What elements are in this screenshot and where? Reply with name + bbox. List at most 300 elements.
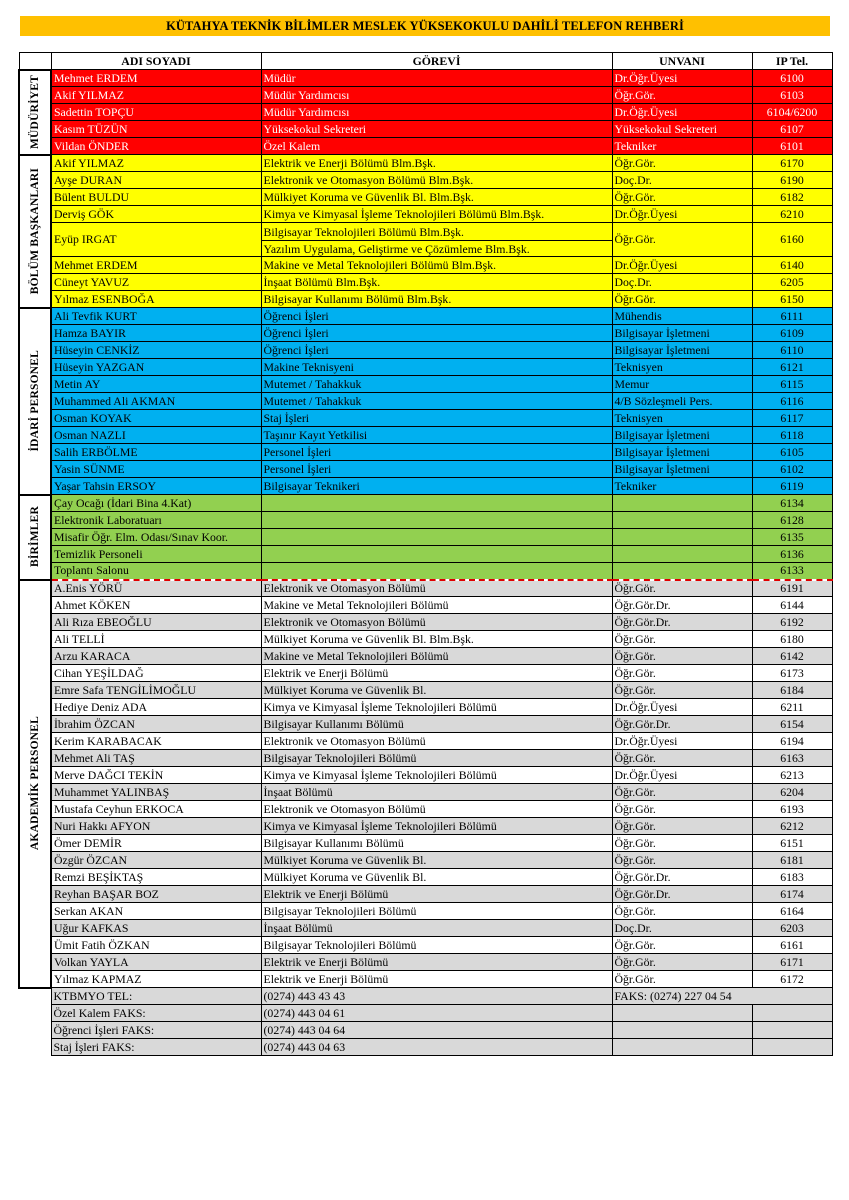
person-duty: Mülkiyet Koruma ve Güvenlik Bl.	[261, 852, 612, 869]
person-title: Teknisyen	[612, 410, 752, 427]
footer-empty	[752, 1039, 832, 1056]
person-title: 4/B Sözleşmeli Pers.	[612, 393, 752, 410]
footer-row	[19, 988, 832, 1005]
table-row	[19, 835, 832, 852]
person-title: Doç.Dr.	[612, 274, 752, 291]
person-title: Öğr.Gör.	[612, 87, 752, 104]
footer-contacts	[19, 988, 832, 1056]
ip-phone: 6170	[752, 155, 832, 172]
person-name: Hüseyin CENKİZ	[51, 342, 261, 359]
directory-body	[19, 70, 832, 988]
person-name: Akif YILMAZ	[51, 87, 261, 104]
person-name: Akif YILMAZ	[51, 155, 261, 172]
person-name: Ali TELLİ	[51, 631, 261, 648]
person-name: Mehmet ERDEM	[51, 70, 261, 87]
person-duty	[261, 546, 612, 563]
table-row	[19, 512, 832, 529]
document-title: KÜTAHYA TEKNİK BİLİMLER MESLEK YÜKSEKOKULU DAHİLİ TELEFON REHBERİ	[20, 16, 830, 36]
table-row	[19, 155, 832, 172]
person-name: Volkan YAYLA	[51, 954, 261, 971]
table-row	[19, 121, 832, 138]
person-title: Tekniker	[612, 478, 752, 495]
person-name: Hamza BAYIR	[51, 325, 261, 342]
person-name: A.Enis YÖRÜ	[51, 580, 261, 597]
person-name: Vildan ÖNDER	[51, 138, 261, 155]
person-title: Dr.Öğr.Üyesi	[612, 257, 752, 274]
ip-phone: 6128	[752, 512, 832, 529]
person-duty: Makine ve Metal Teknolojileri Bölümü	[261, 648, 612, 665]
ip-phone: 6134	[752, 495, 832, 512]
person-duty: Müdür Yardımcısı	[261, 104, 612, 121]
ip-phone: 6107	[752, 121, 832, 138]
ip-phone: 6210	[752, 206, 832, 223]
person-duty: Kimya ve Kimyasal İşleme Teknolojileri Bölümü	[261, 767, 612, 784]
table-row	[19, 852, 832, 869]
ip-phone: 6183	[752, 869, 832, 886]
ip-phone: 6109	[752, 325, 832, 342]
person-duty: Kimya ve Kimyasal İşleme Teknolojileri Bölümü	[261, 818, 612, 835]
footer-empty	[612, 1039, 752, 1056]
person-title: Dr.Öğr.Üyesi	[612, 733, 752, 750]
person-duty: Personel İşleri	[261, 461, 612, 478]
table-row	[19, 376, 832, 393]
person-duty	[261, 223, 612, 257]
person-name: Özgür ÖZCAN	[51, 852, 261, 869]
footer-empty	[752, 1022, 832, 1039]
ip-phone: 6194	[752, 733, 832, 750]
table-row	[19, 257, 832, 274]
person-name: Temizlik Personeli	[51, 546, 261, 563]
table-row	[19, 750, 832, 767]
table-row	[19, 138, 832, 155]
duty-line: Yazılım Uygulama, Geliştirme ve Çözümleme Blm.Bşk.	[262, 240, 612, 256]
section-label-cell	[19, 70, 51, 155]
person-title: Öğr.Gör.	[612, 665, 752, 682]
table-row	[19, 869, 832, 886]
person-duty: Elektrik ve Enerji Bölümü	[261, 665, 612, 682]
table-row	[19, 291, 832, 308]
person-duty: Bilgisayar Kullanımı Bölümü Blm.Bşk.	[261, 291, 612, 308]
person-title: Dr.Öğr.Üyesi	[612, 699, 752, 716]
footer-spacer	[19, 1005, 51, 1022]
ip-phone: 6119	[752, 478, 832, 495]
person-duty: Bilgisayar Kullanımı Bölümü	[261, 835, 612, 852]
person-title: Öğr.Gör.Dr.	[612, 869, 752, 886]
table-row	[19, 546, 832, 563]
person-title: Öğr.Gör.	[612, 852, 752, 869]
person-duty: Müdür	[261, 70, 612, 87]
person-name: Misafir Öğr. Elm. Odası/Sınav Koor.	[51, 529, 261, 546]
person-duty: Elektronik ve Otomasyon Bölümü	[261, 614, 612, 631]
table-row	[19, 342, 832, 359]
footer-value: (0274) 443 04 64	[261, 1022, 612, 1039]
table-row	[19, 597, 832, 614]
footer-spacer	[19, 1022, 51, 1039]
person-name: Ümit Fatih ÖZKAN	[51, 937, 261, 954]
table-row	[19, 784, 832, 801]
ip-phone: 6173	[752, 665, 832, 682]
ip-phone: 6100	[752, 70, 832, 87]
person-name: Elektronik Laboratuarı	[51, 512, 261, 529]
person-name: Çay Ocağı (İdari Bina 4.Kat)	[51, 495, 261, 512]
person-duty: Makine ve Metal Teknolojileri Bölümü	[261, 597, 612, 614]
section-label-cell	[19, 580, 51, 988]
ip-phone: 6116	[752, 393, 832, 410]
table-row	[19, 206, 832, 223]
person-title: Öğr.Gör.	[612, 835, 752, 852]
footer-value: (0274) 443 43 43	[261, 988, 612, 1005]
person-title: Öğr.Gör.	[612, 971, 752, 988]
person-title: Öğr.Gör.	[612, 189, 752, 206]
person-duty: Elektrik ve Enerji Bölümü	[261, 886, 612, 903]
footer-spacer	[19, 988, 51, 1005]
table-row	[19, 682, 832, 699]
person-duty: Bilgisayar Teknolojileri Bölümü	[261, 903, 612, 920]
person-title: Öğr.Gör.	[612, 954, 752, 971]
table-row	[19, 427, 832, 444]
person-name: Eyüp IRGAT	[51, 223, 261, 257]
person-duty: Bilgisayar Teknikeri	[261, 478, 612, 495]
section-label: AKADEMİK PERSONEL	[28, 716, 41, 851]
table-row	[19, 971, 832, 988]
section-label-cell	[19, 155, 51, 308]
person-duty: Kimya ve Kimyasal İşleme Teknolojileri Bölümü Blm.Bşk.	[261, 206, 612, 223]
person-title	[612, 546, 752, 563]
person-title: Mühendis	[612, 308, 752, 325]
table-row	[19, 903, 832, 920]
table-row	[19, 444, 832, 461]
person-name: Yaşar Tahsin ERSOY	[51, 478, 261, 495]
person-title: Öğr.Gör.	[612, 784, 752, 801]
table-row	[19, 359, 832, 376]
person-name: İbrahim ÖZCAN	[51, 716, 261, 733]
ip-phone: 6102	[752, 461, 832, 478]
ip-phone: 6150	[752, 291, 832, 308]
ip-phone: 6203	[752, 920, 832, 937]
person-name: Muhammed Ali AKMAN	[51, 393, 261, 410]
person-title: Öğr.Gör.Dr.	[612, 886, 752, 903]
ip-phone: 6192	[752, 614, 832, 631]
person-duty: Mülkiyet Koruma ve Güvenlik Bl. Blm.Bşk.	[261, 189, 612, 206]
person-duty: İnşaat Bölümü	[261, 920, 612, 937]
header-ip: IP Tel.	[752, 53, 832, 70]
section-label: BÖLÜM BAŞKANLARI	[28, 167, 41, 295]
person-duty: Elektrik ve Enerji Bölümü	[261, 954, 612, 971]
person-duty: Mutemet / Tahakkuk	[261, 393, 612, 410]
person-name: Emre Safa TENGİLİMOĞLU	[51, 682, 261, 699]
person-name: Yılmaz KAPMAZ	[51, 971, 261, 988]
person-title: Tekniker	[612, 138, 752, 155]
person-title: Bilgisayar İşletmeni	[612, 325, 752, 342]
person-name: Toplantı Salonu	[51, 563, 261, 580]
person-duty: Mutemet / Tahakkuk	[261, 376, 612, 393]
person-duty: Elektronik ve Otomasyon Bölümü	[261, 801, 612, 818]
table-row	[19, 733, 832, 750]
table-row	[19, 665, 832, 682]
person-title: Memur	[612, 376, 752, 393]
person-title: Öğr.Gör.	[612, 682, 752, 699]
table-row	[19, 70, 832, 87]
table-row	[19, 104, 832, 121]
header-name: ADI SOYADI	[51, 53, 261, 70]
person-name: Merve DAĞCI TEKİN	[51, 767, 261, 784]
footer-empty	[612, 1005, 752, 1022]
person-title: Bilgisayar İşletmeni	[612, 342, 752, 359]
person-name: Metin AY	[51, 376, 261, 393]
person-duty: Elektronik ve Otomasyon Bölümü	[261, 580, 612, 597]
person-name: Reyhan BAŞAR BOZ	[51, 886, 261, 903]
person-duty: Bilgisayar Teknolojileri Bölümü	[261, 937, 612, 954]
person-duty: Kimya ve Kimyasal İşleme Teknolojileri Bölümü	[261, 699, 612, 716]
header-title: UNVANI	[612, 53, 752, 70]
person-name: Mehmet ERDEM	[51, 257, 261, 274]
duty-line: Bilgisayar Teknolojileri Bölümü Blm.Bşk.	[263, 224, 464, 239]
person-name: Hüseyin YAZGAN	[51, 359, 261, 376]
person-title: Doç.Dr.	[612, 172, 752, 189]
section-label-cell	[19, 495, 51, 580]
person-title: Öğr.Gör.	[612, 580, 752, 597]
person-duty: Elektrik ve Enerji Bölümü Blm.Bşk.	[261, 155, 612, 172]
ip-phone: 6115	[752, 376, 832, 393]
table-row	[19, 189, 832, 206]
table-row	[19, 937, 832, 954]
footer-row	[19, 1022, 832, 1039]
person-title: Öğr.Gör.Dr.	[612, 716, 752, 733]
ip-phone: 6160	[752, 223, 832, 257]
table-row	[19, 920, 832, 937]
person-duty: Elektronik ve Otomasyon Bölümü	[261, 733, 612, 750]
person-duty	[261, 563, 612, 580]
person-duty: Personel İşleri	[261, 444, 612, 461]
ip-phone: 6135	[752, 529, 832, 546]
ip-phone: 6213	[752, 767, 832, 784]
person-title: Doç.Dr.	[612, 920, 752, 937]
person-name: Remzi BEŞİKTAŞ	[51, 869, 261, 886]
table-row	[19, 767, 832, 784]
person-duty: Öğrenci İşleri	[261, 308, 612, 325]
person-title: Bilgisayar İşletmeni	[612, 461, 752, 478]
footer-empty	[752, 1005, 832, 1022]
ip-phone: 6181	[752, 852, 832, 869]
person-name: Sadettin TOPÇU	[51, 104, 261, 121]
person-title: Bilgisayar İşletmeni	[612, 427, 752, 444]
table-row	[19, 461, 832, 478]
person-duty: Özel Kalem	[261, 138, 612, 155]
footer-spacer	[19, 1039, 51, 1056]
ip-phone: 6180	[752, 631, 832, 648]
person-duty	[261, 495, 612, 512]
ip-phone: 6182	[752, 189, 832, 206]
table-row	[19, 631, 832, 648]
ip-phone: 6136	[752, 546, 832, 563]
person-title: Teknisyen	[612, 359, 752, 376]
person-duty	[261, 529, 612, 546]
ip-phone: 6204	[752, 784, 832, 801]
ip-phone: 6104/6200	[752, 104, 832, 121]
person-title: Yüksekokul Sekreteri	[612, 121, 752, 138]
person-title: Öğr.Gör.	[612, 937, 752, 954]
person-title: Bilgisayar İşletmeni	[612, 444, 752, 461]
section-label: BİRİMLER	[28, 506, 41, 568]
ip-phone: 6193	[752, 801, 832, 818]
person-title: Öğr.Gör.	[612, 801, 752, 818]
header-duty: GÖREVİ	[261, 53, 612, 70]
ip-phone: 6212	[752, 818, 832, 835]
table-row	[19, 580, 832, 597]
person-title: Dr.Öğr.Üyesi	[612, 206, 752, 223]
ip-phone: 6154	[752, 716, 832, 733]
person-duty: Taşınır Kayıt Yetkilisi	[261, 427, 612, 444]
table-row	[19, 172, 832, 189]
ip-phone: 6184	[752, 682, 832, 699]
person-title	[612, 529, 752, 546]
section-label: İDARİ PERSONEL	[28, 350, 41, 452]
table-row	[19, 716, 832, 733]
person-name: Osman KOYAK	[51, 410, 261, 427]
table-row	[19, 699, 832, 716]
table-row	[19, 223, 832, 257]
table-row	[19, 393, 832, 410]
table-row	[19, 325, 832, 342]
header-row	[19, 53, 832, 70]
person-duty: Bilgisayar Teknolojileri Bölümü	[261, 750, 612, 767]
person-duty: Bilgisayar Kullanımı Bölümü	[261, 716, 612, 733]
person-name: Derviş GÖK	[51, 206, 261, 223]
footer-label: KTBMYO TEL:	[51, 988, 261, 1005]
footer-label: Öğrenci İşleri FAKS:	[51, 1022, 261, 1039]
ip-phone: 6190	[752, 172, 832, 189]
table-row	[19, 529, 832, 546]
ip-phone: 6140	[752, 257, 832, 274]
person-duty: Staj İşleri	[261, 410, 612, 427]
table-row	[19, 308, 832, 325]
person-title: Öğr.Gör.Dr.	[612, 597, 752, 614]
person-title: Öğr.Gör.	[612, 648, 752, 665]
person-name: Uğur KAFKAS	[51, 920, 261, 937]
person-title: Öğr.Gör.	[612, 903, 752, 920]
ip-phone: 6133	[752, 563, 832, 580]
person-name: Arzu KARACA	[51, 648, 261, 665]
person-name: Muhammet YALINBAŞ	[51, 784, 261, 801]
ip-phone: 6101	[752, 138, 832, 155]
ip-phone: 6164	[752, 903, 832, 920]
person-name: Nuri Hakkı AFYON	[51, 818, 261, 835]
person-title: Öğr.Gör.	[612, 155, 752, 172]
ip-phone: 6105	[752, 444, 832, 461]
person-name: Ömer DEMİR	[51, 835, 261, 852]
person-title: Öğr.Gör.	[612, 631, 752, 648]
table-row	[19, 410, 832, 427]
table-row	[19, 614, 832, 631]
table-row	[19, 563, 832, 580]
ip-phone: 6205	[752, 274, 832, 291]
person-duty: Müdür Yardımcısı	[261, 87, 612, 104]
person-title: Dr.Öğr.Üyesi	[612, 70, 752, 87]
ip-phone: 6103	[752, 87, 832, 104]
footer-row	[19, 1039, 832, 1056]
person-name: Mehmet Ali TAŞ	[51, 750, 261, 767]
person-name: Kerim KARABACAK	[51, 733, 261, 750]
person-title: Dr.Öğr.Üyesi	[612, 104, 752, 121]
ip-phone: 6171	[752, 954, 832, 971]
table-row	[19, 818, 832, 835]
person-title	[612, 495, 752, 512]
ip-phone: 6161	[752, 937, 832, 954]
table-row	[19, 274, 832, 291]
person-name: Cihan YEŞİLDAĞ	[51, 665, 261, 682]
ip-phone: 6151	[752, 835, 832, 852]
person-title: Öğr.Gör.	[612, 223, 752, 257]
ip-phone: 6172	[752, 971, 832, 988]
footer-empty	[612, 1022, 752, 1039]
person-duty: Yüksekokul Sekreteri	[261, 121, 612, 138]
table-row	[19, 801, 832, 818]
person-title	[612, 563, 752, 580]
person-duty: Mülkiyet Koruma ve Güvenlik Bl.	[261, 682, 612, 699]
person-duty: Mülkiyet Koruma ve Güvenlik Bl. Blm.Bşk.	[261, 631, 612, 648]
person-name: Serkan AKAN	[51, 903, 261, 920]
person-name: Ali Tevfik KURT	[51, 308, 261, 325]
footer-row	[19, 1005, 832, 1022]
person-name: Cüneyt YAVUZ	[51, 274, 261, 291]
ip-phone: 6117	[752, 410, 832, 427]
person-duty: Mülkiyet Koruma ve Güvenlik Bl.	[261, 869, 612, 886]
ip-phone: 6191	[752, 580, 832, 597]
person-name: Yılmaz ESENBOĞA	[51, 291, 261, 308]
footer-extra: FAKS: (0274) 227 04 54	[612, 988, 832, 1005]
person-name: Osman NAZLI	[51, 427, 261, 444]
person-title	[612, 512, 752, 529]
table-row	[19, 886, 832, 903]
person-duty: Elektronik ve Otomasyon Bölümü Blm.Bşk.	[261, 172, 612, 189]
person-name: Ahmet KÖKEN	[51, 597, 261, 614]
footer-label: Staj İşleri FAKS:	[51, 1039, 261, 1056]
person-duty: Makine ve Metal Teknolojileri Bölümü Blm.Bşk.	[261, 257, 612, 274]
ip-phone: 6211	[752, 699, 832, 716]
person-title: Öğr.Gör.	[612, 750, 752, 767]
person-duty: Makine Teknisyeni	[261, 359, 612, 376]
person-title: Öğr.Gör.	[612, 818, 752, 835]
ip-phone: 6110	[752, 342, 832, 359]
ip-phone: 6142	[752, 648, 832, 665]
person-title: Öğr.Gör.	[612, 291, 752, 308]
table-row	[19, 954, 832, 971]
person-duty: Elektrik ve Enerji Bölümü	[261, 971, 612, 988]
person-duty: İnşaat Bölümü Blm.Bşk.	[261, 274, 612, 291]
person-name: Hediye Deniz ADA	[51, 699, 261, 716]
table-row	[19, 495, 832, 512]
footer-value: (0274) 443 04 63	[261, 1039, 612, 1056]
ip-phone: 6111	[752, 308, 832, 325]
person-name: Kasım TÜZÜN	[51, 121, 261, 138]
ip-phone: 6144	[752, 597, 832, 614]
person-name: Salih ERBÖLME	[51, 444, 261, 461]
footer-label: Özel Kalem FAKS:	[51, 1005, 261, 1022]
section-label-cell	[19, 308, 51, 495]
person-duty: Öğrenci İşleri	[261, 325, 612, 342]
ip-phone: 6118	[752, 427, 832, 444]
footer-value: (0274) 443 04 61	[261, 1005, 612, 1022]
section-label: MÜDÜRİYET	[28, 75, 41, 149]
person-title: Öğr.Gör.Dr.	[612, 614, 752, 631]
header-section	[19, 53, 51, 70]
table-row	[19, 648, 832, 665]
person-duty: İnşaat Bölümü	[261, 784, 612, 801]
table-row	[19, 87, 832, 104]
ip-phone: 6163	[752, 750, 832, 767]
person-name: Mustafa Ceyhun ERKOCA	[51, 801, 261, 818]
person-duty	[261, 512, 612, 529]
